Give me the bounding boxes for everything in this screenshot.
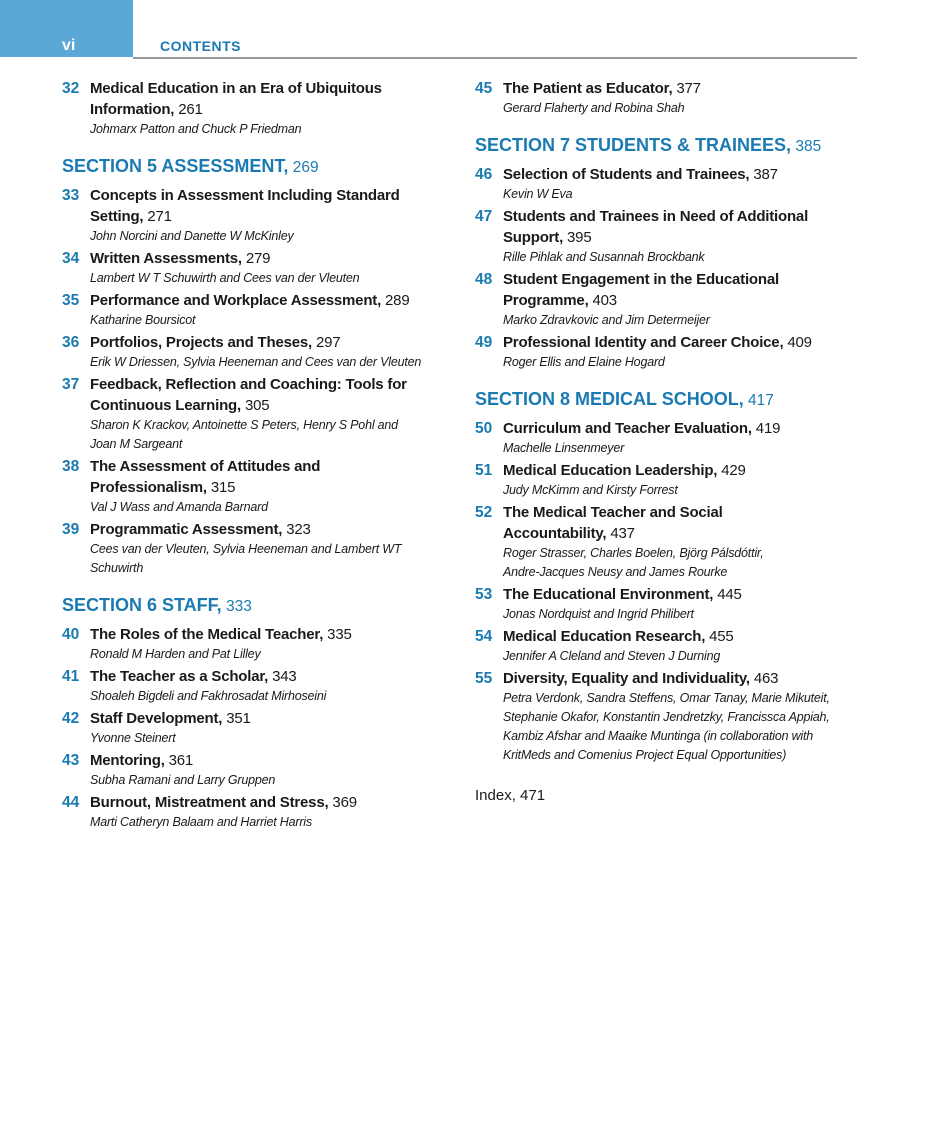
chapter-authors [503,353,865,372]
author-line: Marko Zdravkovic and Jim Determeijer [503,313,710,327]
chapter-authors [503,99,865,118]
chapter-authors [503,544,865,582]
chapter-authors [90,120,452,139]
chapter-title-line: Information, [90,101,175,118]
chapter-number: 47 [475,208,493,225]
page-number-tab [0,0,133,57]
author-line: Machelle Linsenmeyer [503,441,625,455]
chapter-page-number: 395 [563,229,592,246]
toc-entry[interactable] [475,502,865,582]
toc-entry[interactable] [475,332,865,372]
chapter-number: 35 [62,292,80,309]
chapter-authors [90,771,452,790]
chapter-title [503,269,865,311]
chapter-number: 41 [62,668,80,685]
chapter-authors [90,227,452,246]
chapter-title-line: The Medical Teacher and Social [503,504,723,521]
chapter-title [90,248,452,269]
chapter-title-line: Burnout, Mistreatment and Stress, [90,794,329,811]
chapter-page-number: 271 [143,208,172,225]
chapter-title-line: Staff Development, [90,710,223,727]
chapter-page-number: 279 [241,250,271,267]
chapter-title-line: Programme, [503,292,589,309]
chapter-number: 44 [62,794,80,811]
chapter-number: 52 [475,504,493,521]
chapter-title-line: The Educational Environment, [503,586,714,603]
chapter-title [503,626,865,647]
chapter-page-number: 377 [672,80,701,97]
chapter-title [90,792,452,813]
chapter-title-line: The Teacher as a Scholar, [90,668,269,685]
chapter-authors [503,689,865,765]
author-line: Val J Wass and Amanda Barnard [90,500,268,514]
chapter-page-number: 437 [606,525,635,542]
author-line: Erik W Driessen, Sylvia Heeneman and Cees van der Vleuten [90,355,422,369]
section-heading [475,134,865,158]
toc-entry[interactable] [475,418,865,458]
author-line: Johmarx Patton and Chuck P Friedman [90,122,302,136]
author-line: Schuwirth [90,561,144,575]
page-title: CONTENTS [160,38,241,54]
section-page-number: 269 [288,159,319,176]
chapter-page-number: 429 [717,462,746,479]
author-line: Ronald M Harden and Pat Lilley [90,647,261,661]
chapter-page-number: 361 [164,752,194,769]
chapter-title [503,206,865,248]
toc-entry[interactable] [475,668,865,765]
author-line: Marti Catheryn Balaam and Harriet Harris [90,815,312,829]
author-line: John Norcini and Danette W McKinley [90,229,294,243]
chapter-title-line: Medical Education Research, [503,628,706,645]
chapter-page-number: 343 [268,668,297,685]
chapter-authors [503,248,865,267]
author-line: Jennifer A Cleland and Steven J Durning [503,649,721,663]
chapter-page-number: 335 [323,626,352,643]
chapter-title-line: Medical Education Leadership, [503,462,718,479]
chapter-number: 34 [62,250,80,267]
author-line: Lambert W T Schuwirth and Cees van der Vleuten [90,271,360,285]
chapter-page-number: 297 [312,334,341,351]
toc-entry[interactable] [475,460,865,500]
chapter-number: 37 [62,376,80,393]
author-line: Sharon K Krackov, Antoinette S Peters, Henry S Pohl and [90,418,398,432]
chapter-number: 43 [62,752,80,769]
section-heading [475,388,865,412]
author-line: Yvonne Steinert [90,731,176,745]
chapter-title-line: Support, [503,229,564,246]
chapter-page-number: 315 [206,479,236,496]
chapter-number: 38 [62,458,80,475]
section-label: SECTION 6 STAFF, [62,595,222,615]
author-line: Cees van der Vleuten, Sylvia Heeneman and Lambert WT [90,542,402,556]
chapter-title-line: Portfolios, Projects and Theses, [90,334,312,351]
chapter-title [90,456,452,498]
chapter-number: 48 [475,271,493,288]
toc-entry[interactable] [475,206,865,267]
chapter-number: 40 [62,626,80,643]
chapter-title-line: The Assessment of Attitudes and [90,458,321,475]
chapter-title-line: Written Assessments, [90,250,242,267]
chapter-title [90,78,452,120]
toc-entry[interactable] [62,78,452,139]
chapter-number: 39 [62,521,80,538]
chapter-number: 54 [475,628,493,645]
chapter-title [503,78,865,99]
chapter-authors [503,439,865,458]
chapter-title [503,584,865,605]
chapter-title-line: Diversity, Equality and Individuality, [503,670,750,687]
index-entry[interactable] [475,785,865,806]
chapter-title-line: Curriculum and Teacher Evaluation, [503,420,752,437]
chapter-page-number: 387 [749,166,778,183]
chapter-authors [503,311,865,330]
chapter-title [90,750,452,771]
section-page-number: 333 [221,598,252,615]
toc-entry[interactable] [62,290,452,330]
toc-entry[interactable] [62,624,452,664]
chapter-number: 46 [475,166,493,183]
toc-entry[interactable] [62,185,452,246]
chapter-authors [503,605,865,624]
chapter-title-line: Selection of Students and Trainees, [503,166,750,183]
header-divider [133,57,857,59]
author-line: Joan M Sargeant [90,437,183,451]
chapter-number: 50 [475,420,493,437]
chapter-title [90,624,452,645]
author-line: Gerard Flaherty and Robina Shah [503,101,685,115]
chapter-page-number: 323 [282,521,311,538]
chapter-title [90,185,452,227]
chapter-authors [503,647,865,666]
toc-entry[interactable] [62,750,452,790]
chapter-title [503,418,865,439]
author-line: Subha Ramani and Larry Gruppen [90,773,276,787]
page-number: vi [62,37,76,54]
chapter-title [90,290,452,311]
section-label: SECTION 8 MEDICAL SCHOOL, [475,389,744,409]
chapter-authors [90,540,452,578]
chapter-title-line: Professional Identity and Career Choice, [503,334,784,351]
chapter-title-line: Programmatic Assessment, [90,521,283,538]
chapter-page-number: 463 [749,670,779,687]
author-line: Shoaleh Bigdeli and Fakhrosadat Mirhoseini [90,689,327,703]
toc-entry[interactable] [62,519,452,578]
author-line: Kevin W Eva [503,187,573,201]
section-heading [62,155,452,179]
chapter-title [503,164,865,185]
section-heading [62,594,452,618]
toc-entry[interactable] [62,456,452,517]
toc-entry[interactable] [62,708,452,748]
chapter-number: 45 [475,80,493,97]
toc-entry[interactable] [475,626,865,666]
chapter-authors [90,311,452,330]
toc-entry[interactable] [475,164,865,204]
chapter-title-line: The Roles of the Medical Teacher, [90,626,324,643]
chapter-page-number: 455 [705,628,734,645]
author-line: Andre-Jacques Neusy and James Rourke [503,565,728,579]
chapter-title [503,668,865,689]
chapter-authors [90,353,452,372]
toc-entry[interactable] [62,666,452,706]
chapter-page-number: 305 [241,397,270,414]
chapter-authors [90,416,452,454]
toc-entry[interactable] [475,584,865,624]
chapter-page-number: 261 [174,101,203,118]
chapter-number: 53 [475,586,493,603]
chapter-title [90,666,452,687]
chapter-title [503,502,865,544]
chapter-authors [503,481,865,500]
author-line: Roger Strasser, Charles Boelen, Björg Pálsdóttir, [503,546,764,560]
chapter-title-line: Mentoring, [90,752,165,769]
chapter-page-number: 409 [783,334,812,351]
toc-entry[interactable] [62,374,452,454]
chapter-page-number: 419 [751,420,781,437]
chapter-title-line: The Patient as Educator, [503,80,673,97]
chapter-number: 36 [62,334,80,351]
chapter-title [90,519,452,540]
chapter-page-number: 289 [381,292,410,309]
chapter-title-line: Performance and Workplace Assessment, [90,292,382,309]
chapter-page-number: 369 [328,794,357,811]
chapter-authors [90,687,452,706]
author-line: Rille Pihlak and Susannah Brockbank [503,250,705,264]
chapter-number: 33 [62,187,80,204]
toc-right-column [475,78,865,806]
chapter-number: 51 [475,462,493,479]
toc-entry[interactable] [62,792,452,832]
chapter-number: 32 [62,80,80,97]
chapter-page-number: 351 [222,710,251,727]
chapter-page-number: 445 [713,586,742,603]
author-line: Petra Verdonk, Sandra Steffens, Omar Tanay, Marie Mikuteit, [503,691,830,705]
author-line: Katharine Boursicot [90,313,196,327]
author-line: Roger Ellis and Elaine Hogard [503,355,665,369]
section-label: SECTION 5 ASSESSMENT, [62,156,289,176]
chapter-number: 42 [62,710,80,727]
chapter-title [90,708,452,729]
chapter-title [90,332,452,353]
chapter-title-line: Continuous Learning, [90,397,241,414]
chapter-title-line: Concepts in Assessment Including Standard [90,187,400,204]
chapter-title-line: Students and Trainees in Need of Additional [503,208,809,225]
chapter-number: 49 [475,334,493,351]
section-page-number: 385 [791,138,822,155]
index-label: Index, [475,787,516,804]
chapter-authors [90,645,452,664]
toc-left-column [62,78,452,834]
chapter-title-line: Feedback, Reflection and Coaching: Tools for [90,376,407,393]
chapter-authors [90,813,452,832]
chapter-title-line: Professionalism, [90,479,207,496]
chapter-page-number: 403 [588,292,617,309]
toc-entry[interactable] [62,332,452,372]
index-page-number: 471 [515,787,546,804]
author-line: KritMeds and Comenius Project Equal Opportunities) [503,748,787,762]
toc-entry[interactable] [475,78,865,118]
author-line: Stephanie Okafor, Konstantin Jendretzky, Francissca Appiah, [503,710,830,724]
chapter-authors [90,729,452,748]
author-line: Judy McKimm and Kirsty Forrest [503,483,678,497]
chapter-authors [503,185,865,204]
toc-entry[interactable] [475,269,865,330]
chapter-number: 55 [475,670,493,687]
author-line: Jonas Nordquist and Ingrid Philibert [503,607,694,621]
chapter-title-line: Medical Education in an Era of Ubiquitous [90,80,382,97]
chapter-title [503,460,865,481]
chapter-title [90,374,452,416]
chapter-title [503,332,865,353]
section-label: SECTION 7 STUDENTS & TRAINEES, [475,135,792,155]
chapter-title-line: Student Engagement in the Educational [503,271,779,288]
chapter-authors [90,269,452,288]
chapter-title-line: Accountability, [503,525,607,542]
chapter-title-line: Setting, [90,208,144,225]
chapter-authors [90,498,452,517]
section-page-number: 417 [743,392,774,409]
author-line: Kambiz Afshar and Maaike Muntinga (in collaboration with [503,729,814,743]
toc-entry[interactable] [62,248,452,288]
